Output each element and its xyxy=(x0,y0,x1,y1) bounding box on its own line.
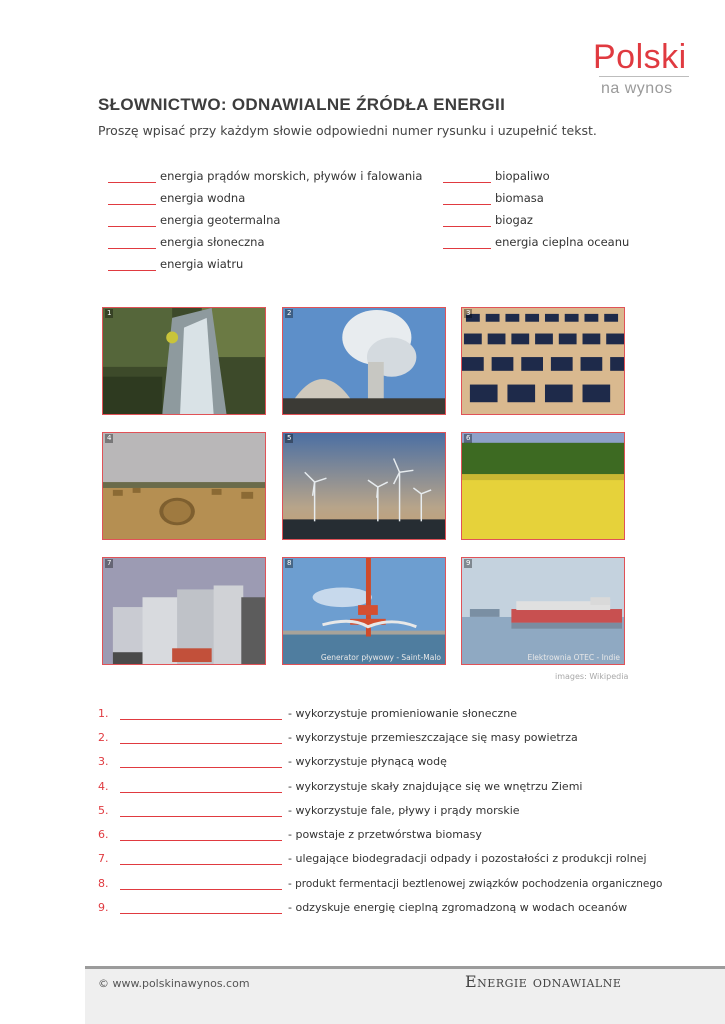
logo-tagline: na wynos xyxy=(601,80,673,97)
waterfall-image xyxy=(103,308,265,414)
answer-blank[interactable] xyxy=(120,829,282,841)
vocab-item xyxy=(108,189,245,205)
rapeseed-field-image xyxy=(462,433,624,539)
photo-caption: Generator pływowy - Saint-Malo xyxy=(320,653,441,662)
photo-number: 1 xyxy=(107,309,112,317)
exercise-number: 9. xyxy=(98,901,109,914)
photo-biogas xyxy=(102,557,266,665)
exercise-text: - ulegające biodegradacji odpady i pozostałości z produkcji rolnej xyxy=(288,852,647,865)
answer-blank[interactable] xyxy=(120,878,282,890)
instruction-text: Proszę wpisać przy każdym słowie odpowiedni numer rysunku i uzupełnić tekst. xyxy=(98,123,597,138)
vocab-label: energia cieplna oceanu xyxy=(495,235,630,249)
photo-number: 5 xyxy=(287,434,292,442)
hay-bales-image xyxy=(103,433,265,539)
answer-blank[interactable] xyxy=(443,171,491,183)
answer-blank[interactable] xyxy=(108,171,156,183)
vocab-item xyxy=(108,255,243,271)
vocab-item xyxy=(108,167,422,183)
photo-geothermal xyxy=(282,307,446,415)
vocab-label: energia wiatru xyxy=(160,257,244,271)
answer-blank[interactable] xyxy=(120,805,282,817)
vocab-item xyxy=(443,233,629,249)
vocab-item xyxy=(108,233,265,249)
photo-otec xyxy=(461,557,625,665)
exercise-text: - wykorzystuje płynącą wodę xyxy=(288,755,447,768)
exercise-text: - wykorzystuje przemieszczające się masy powietrza xyxy=(288,731,578,744)
exercise-row xyxy=(98,704,517,720)
geothermal-plant-image xyxy=(283,308,445,414)
exercise-number: 8. xyxy=(98,877,109,890)
answer-blank[interactable] xyxy=(108,215,156,227)
exercise-text: - wykorzystuje promieniowanie słoneczne xyxy=(288,707,518,720)
vocab-label: energia prądów morskich, pływów i falowania xyxy=(160,169,423,183)
exercise-number: 7. xyxy=(98,852,109,865)
exercise-number: 4. xyxy=(98,780,109,793)
answer-blank[interactable] xyxy=(120,902,282,914)
answer-blank[interactable] xyxy=(443,237,491,249)
photo-biomass xyxy=(102,432,266,540)
exercise-text: - wykorzystuje fale, pływy i prądy morskie xyxy=(288,804,520,817)
footer-title: Energie odnawialne xyxy=(465,972,622,991)
exercise-row xyxy=(98,728,578,744)
exercise-row xyxy=(98,825,482,841)
page-title: SŁOWNICTWO: ODNAWIALNE ŹRÓDŁA ENERGII xyxy=(98,95,506,114)
photo-tidal xyxy=(282,557,446,665)
answer-blank[interactable] xyxy=(108,259,156,271)
image-credit: images: Wikipedia xyxy=(555,672,629,681)
photo-number: 3 xyxy=(466,309,471,317)
tidal-generator-image xyxy=(283,558,445,664)
vocab-label: biogaz xyxy=(495,213,533,227)
exercise-row xyxy=(98,898,627,914)
otec-plant-image xyxy=(462,558,624,664)
vocab-label: biopaliwo xyxy=(495,169,550,183)
vocab-label: biomasa xyxy=(495,191,544,205)
photo-solar xyxy=(461,307,625,415)
photo-caption: Elektrownia OTEC - Indie xyxy=(527,653,620,662)
answer-blank[interactable] xyxy=(120,781,282,793)
photo-number: 2 xyxy=(287,309,292,317)
photo-number: 4 xyxy=(107,434,112,442)
photo-wind xyxy=(282,432,446,540)
exercise-number: 6. xyxy=(98,828,109,841)
answer-blank[interactable] xyxy=(120,853,282,865)
exercise-row xyxy=(98,801,520,817)
vocab-item xyxy=(443,167,550,183)
vocab-label: energia geotermalna xyxy=(160,213,281,227)
photo-number: 8 xyxy=(287,559,292,567)
answer-blank[interactable] xyxy=(120,756,282,768)
exercise-number: 1. xyxy=(98,707,109,720)
photo-number: 7 xyxy=(107,559,112,567)
vocab-item xyxy=(108,211,280,227)
vocab-item xyxy=(443,211,533,227)
vocab-label: energia wodna xyxy=(160,191,246,205)
exercise-text: - powstaje z przetwórstwa biomasy xyxy=(288,828,482,841)
exercise-number: 3. xyxy=(98,755,109,768)
exercise-row xyxy=(98,849,647,865)
wind-turbines-image xyxy=(283,433,445,539)
answer-blank[interactable] xyxy=(108,193,156,205)
exercise-text: - wykorzystuje skały znajdujące się we wnętrzu Ziemi xyxy=(288,780,583,793)
logo-brand-text: Polski xyxy=(593,38,687,76)
photo-number: 9 xyxy=(466,559,471,567)
brand-logo xyxy=(585,38,695,108)
answer-blank[interactable] xyxy=(120,732,282,744)
solar-panels-image xyxy=(462,308,624,414)
exercise-row xyxy=(98,777,582,793)
exercise-number: 5. xyxy=(98,804,109,817)
biogas-tanks-image xyxy=(103,558,265,664)
answer-blank[interactable] xyxy=(443,215,491,227)
exercise-number: 2. xyxy=(98,731,109,744)
exercise-text: - produkt fermentacji beztlenowej związków pochodzenia organicznego xyxy=(288,878,663,890)
answer-blank[interactable] xyxy=(443,193,491,205)
answer-blank[interactable] xyxy=(120,708,282,720)
exercise-row xyxy=(98,874,662,890)
exercise-row xyxy=(98,752,447,768)
photo-number: 6 xyxy=(466,434,471,442)
vocab-label: energia słoneczna xyxy=(160,235,265,249)
copyright-text: © www.polskinawynos.com xyxy=(98,977,250,990)
answer-blank[interactable] xyxy=(108,237,156,249)
logo-divider xyxy=(599,76,689,77)
photo-biofuel xyxy=(461,432,625,540)
vocab-item xyxy=(443,189,544,205)
photo-hydro xyxy=(102,307,266,415)
exercise-text: - odzyskuje energię cieplną zgromadzoną w wodach oceanów xyxy=(288,901,628,914)
